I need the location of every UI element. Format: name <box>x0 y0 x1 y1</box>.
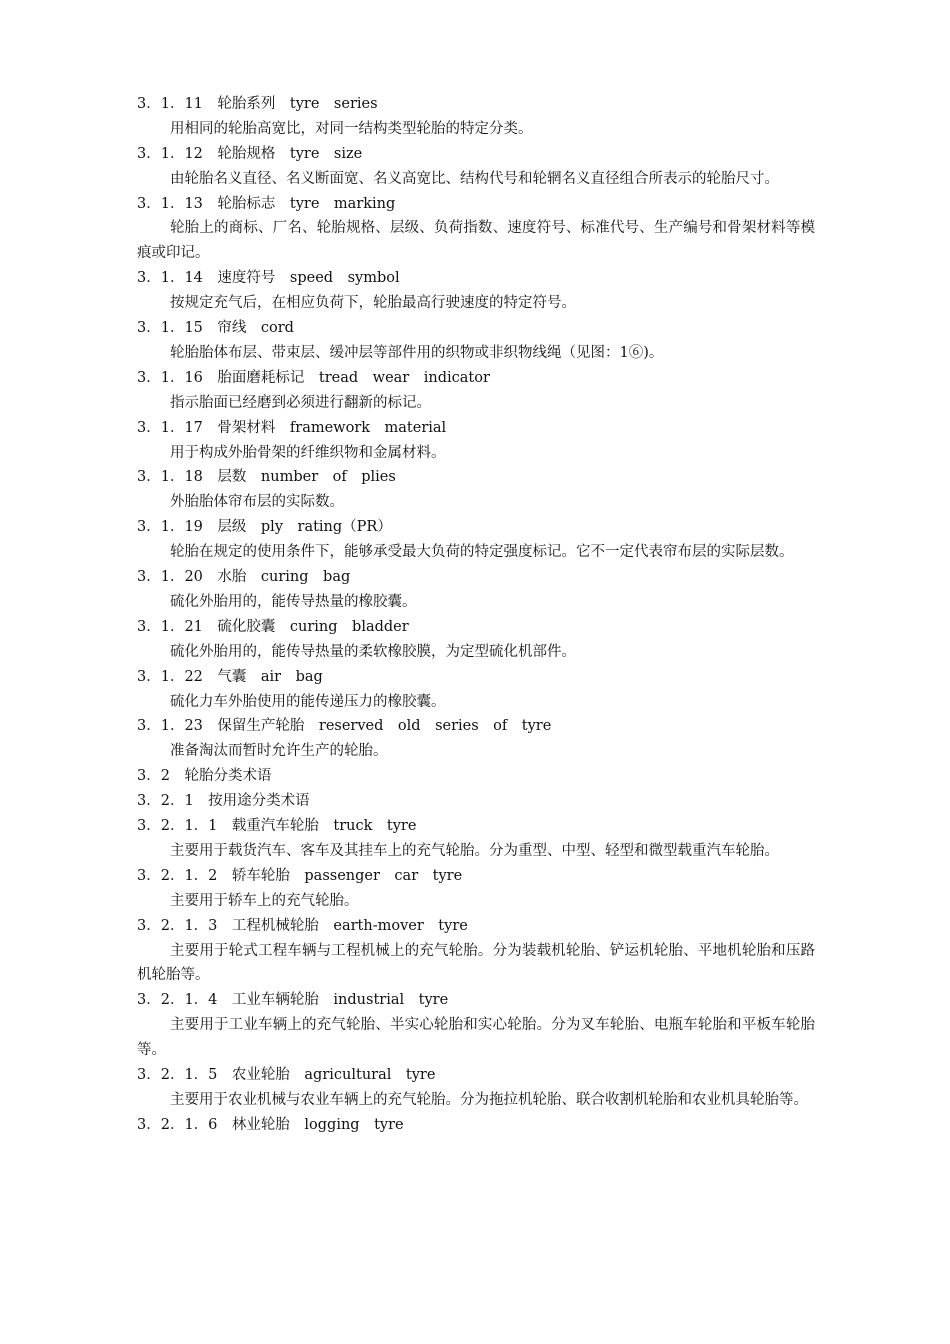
term-definition: 主要用于轿车上的充气轮胎。 <box>170 892 359 909</box>
term-heading: 3．2．1．6 林业轮胎 logging tyre <box>137 1116 404 1133</box>
term-definition: 用于构成外胎骨架的纤维织物和金属材料。 <box>170 444 446 461</box>
term-heading: 3．1．16 胎面磨耗标记 tread wear indicator <box>137 369 490 386</box>
term-definition: 由轮胎名义直径、名义断面宽、名义高宽比、结构代号和轮辋名义直径组合所表示的轮胎尺寸。 <box>170 170 779 187</box>
term-heading: 3．1．19 层级 ply rating（PR） <box>137 519 392 536</box>
document-body <box>137 92 815 1138</box>
term-heading: 3．1．12 轮胎规格 tyre size <box>137 145 363 162</box>
term-heading: 3．1．14 速度符号 speed symbol <box>137 270 400 287</box>
term-definition: 准备淘汰而暂时允许生产的轮胎。 <box>170 743 388 760</box>
term-definition: 主要用于载货汽车、客车及其挂车上的充气轮胎。分为重型、中型、轻型和微型载重汽车轮胎。 <box>170 842 779 859</box>
term-definition: 指示胎面已经磨到必须进行翻新的标记。 <box>170 394 431 411</box>
term-heading: 3．1．15 帘线 cord <box>137 320 294 337</box>
section-heading: 3．2 轮胎分类术语 <box>137 768 272 785</box>
term-heading: 3．1．22 气囊 air bag <box>137 668 323 685</box>
term-heading: 3．2．1．4 工业车辆轮胎 industrial tyre <box>137 992 449 1009</box>
term-definition: 主要用于轮式工程车辆与工程机械上的充气轮胎。分为装载机轮胎、铲运机轮胎、平地机轮胎和压路机轮胎等。 <box>137 942 815 984</box>
term-definition: 主要用于工业车辆上的充气轮胎、半实心轮胎和实心轮胎。分为叉车轮胎、电瓶车轮胎和平板车轮胎等。 <box>137 1017 815 1059</box>
term-heading: 3．1．21 硫化胶囊 curing bladder <box>137 618 409 635</box>
term-heading: 3．2．1．1 载重汽车轮胎 truck tyre <box>137 818 417 835</box>
term-heading: 3．1．13 轮胎标志 tyre marking <box>137 195 396 212</box>
term-definition: 轮胎上的商标、厂名、轮胎规格、层级、负荷指数、速度符号、标准代号、生产编号和骨架材料等模痕或印记。 <box>137 220 815 262</box>
subsection-heading: 3．2．1 按用途分类术语 <box>137 793 310 810</box>
term-definition: 硫化外胎用的，能传导热量的柔软橡胶膜，为定型硫化机部件。 <box>170 643 576 660</box>
term-definition: 用相同的轮胎高宽比，对同一结构类型轮胎的特定分类。 <box>170 120 533 137</box>
term-heading: 3．2．1．3 工程机械轮胎 earth-mover tyre <box>137 917 468 934</box>
term-heading: 3．1．17 骨架材料 framework material <box>137 419 447 436</box>
term-definition: 轮胎胎体布层、带束层、缓冲层等部件用的织物或非织物线绳（见图：1⑥)。 <box>170 344 664 361</box>
term-definition: 按规定充气后，在相应负荷下，轮胎最高行驶速度的特定符号。 <box>170 295 576 312</box>
term-definition: 硫化外胎用的，能传导热量的橡胶囊。 <box>170 593 417 610</box>
term-heading: 3．2．1．5 农业轮胎 agricultural tyre <box>137 1067 436 1084</box>
term-heading: 3．1．18 层数 number of plies <box>137 469 396 486</box>
term-heading: 3．2．1．2 轿车轮胎 passenger car tyre <box>137 867 463 884</box>
term-definition: 轮胎在规定的使用条件下，能够承受最大负荷的特定强度标记。它不一定代表帘布层的实际层数。 <box>170 544 794 561</box>
term-definition: 外胎胎体帘布层的实际数。 <box>170 494 344 511</box>
term-heading: 3．1．23 保留生产轮胎 reserved old series of tyre <box>137 718 552 735</box>
term-heading: 3．1．11 轮胎系列 tyre series <box>137 96 378 112</box>
term-definition: 硫化力车外胎使用的能传递压力的橡胶囊。 <box>170 693 446 710</box>
term-heading: 3．1．20 水胎 curing bag <box>137 569 351 586</box>
term-definition: 主要用于农业机械与农业车辆上的充气轮胎。分为拖拉机轮胎、联合收割机轮胎和农业机具轮胎等。 <box>170 1091 808 1108</box>
